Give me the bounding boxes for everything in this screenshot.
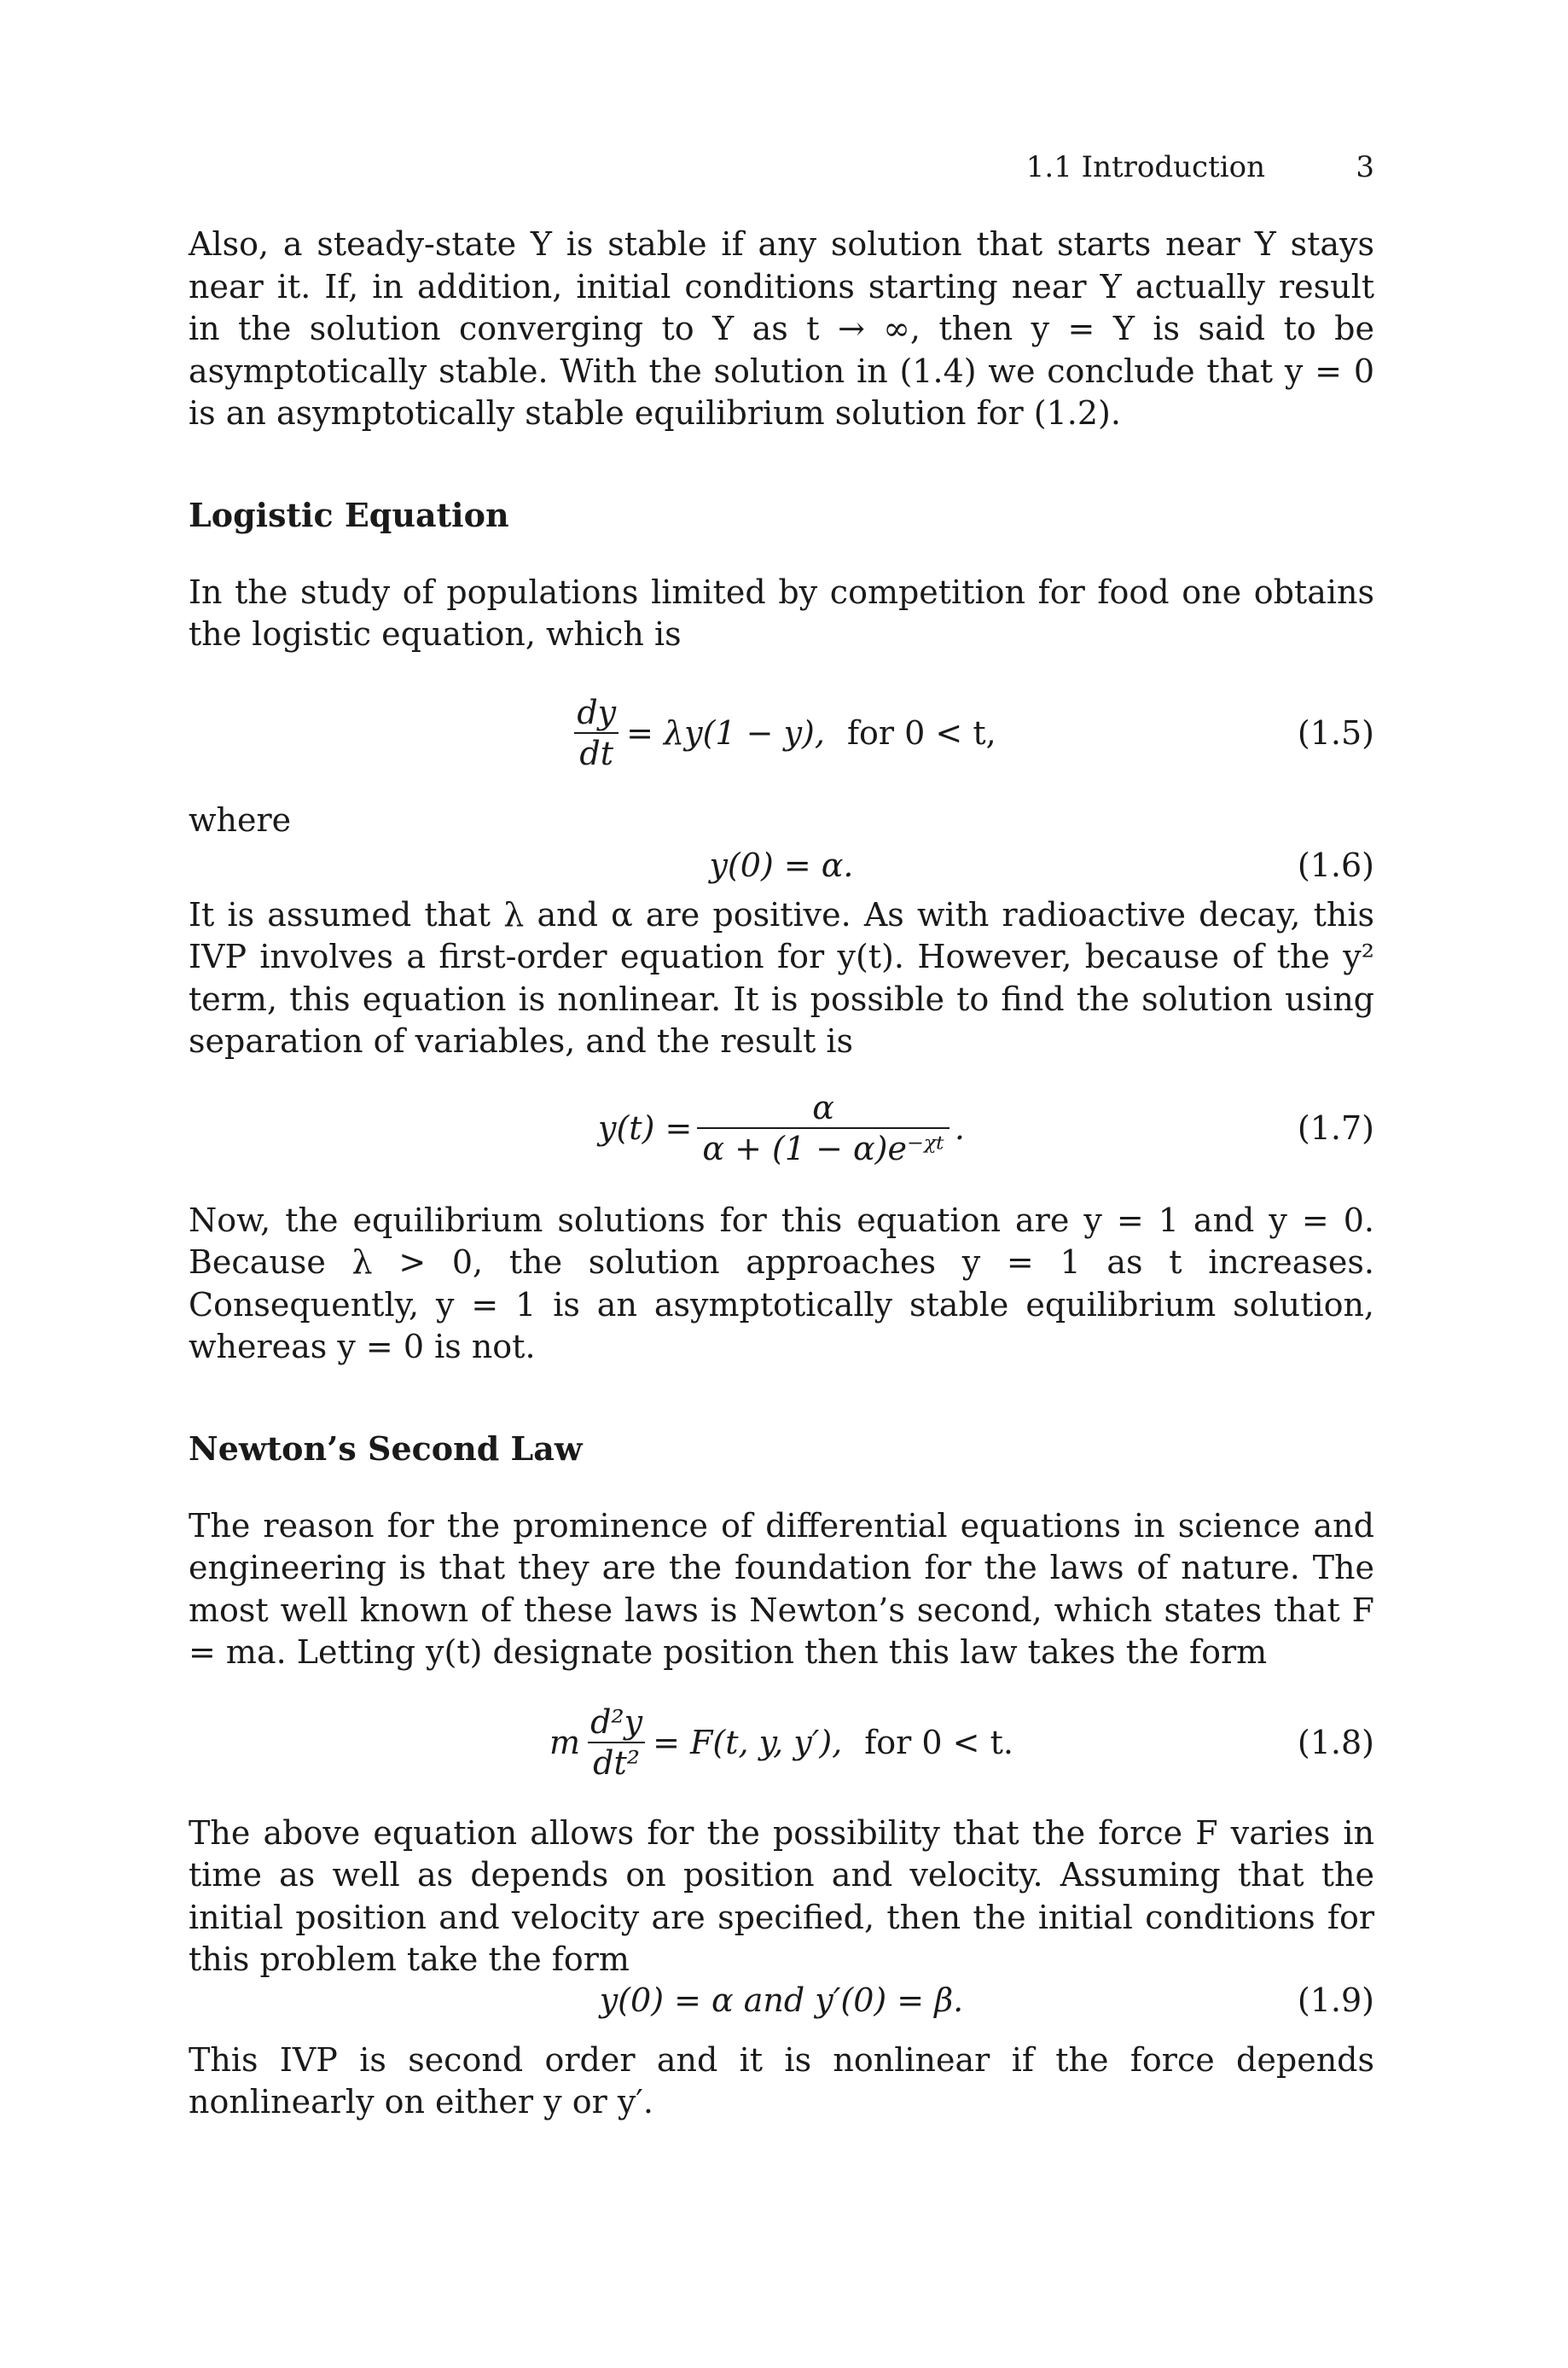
eq16-body: y(0) = α. <box>709 846 854 884</box>
newton-paragraph-3: This IVP is second order and it is nonlinear if the force depends nonlinearly on either y or y′. <box>189 2040 1374 2121</box>
newton-paragraph-2: The above equation allows for the possibility that the force F varies in time as well as depends on position and velocity. Assuming that the initial position and velocity are specified, then the initial conditions for this problem take the form <box>189 1813 1374 1978</box>
eq15-condition: for 0 < t, <box>846 713 996 752</box>
newton-paragraph-1: The reason for the prominence of differential equations in science and engineering is that they are the foundation for the laws of nature. The most well known of these laws is Newton’s second, which states that F = ma. Letting y(t) designate position then this law takes the form <box>189 1506 1374 1671</box>
eq18-lhs: m <box>549 1723 581 1761</box>
eq18-numerator: d²y <box>590 1702 643 1741</box>
eq19-body: y(0) = α and y′(0) = β. <box>599 1981 964 2019</box>
eq18-number: (1.8) <box>1297 1723 1374 1761</box>
eq15-number: (1.5) <box>1297 713 1374 752</box>
eq18-condition: for 0 < t. <box>864 1723 1013 1761</box>
eq18-denominator: dt² <box>588 1742 645 1781</box>
page-body <box>189 224 1374 2124</box>
logistic-paragraph-3: Now, the equilibrium solutions for this equation are y = 1 and y = 0. Because λ > 0, the solution approaches y = 1 as t increases. Consequently, y = 1 is an asymptotically stable equilibrium solution, whereas y = 0 is not. <box>189 1201 1374 1365</box>
page-number: 3 <box>1356 150 1374 184</box>
eq17-lhs: y(t) = <box>598 1108 693 1147</box>
logistic-paragraph-2: It is assumed that λ and α are positive. As with radioactive decay, this IVP involves a first-order equation for y(t). However, because of the y² term, this equation is nonlinear. It is possible to find the solution using separation of variables, and the result is <box>189 895 1374 1060</box>
eq19-number: (1.9) <box>1297 1981 1374 2019</box>
eq17-numerator: α <box>812 1088 834 1126</box>
logistic-paragraph-1: In the study of populations limited by competition for food one obtains the logistic equation, which is <box>189 573 1374 653</box>
equation-1-6 <box>189 841 1374 889</box>
equation-1-7 <box>189 1077 1374 1179</box>
section-heading-logistic: Logistic Equation <box>189 495 509 534</box>
eq18-fraction <box>585 1704 648 1781</box>
eq17-tail: . <box>954 1108 965 1147</box>
running-head-section: 1.1 Introduction <box>1025 150 1265 184</box>
equation-1-5 <box>189 682 1374 784</box>
eq15-rhs: = λy(1 − y), <box>626 713 825 752</box>
eq16-number: (1.6) <box>1297 846 1374 884</box>
equation-1-9 <box>189 1978 1374 2022</box>
eq17-denominator: α + (1 − α)e⁻ᵡᵗ <box>697 1127 950 1167</box>
eq18-rhs: = F(t, y, y′), <box>653 1723 843 1761</box>
eq15-denominator: dt <box>574 732 618 771</box>
intro-paragraph: Also, a steady-state Y is stable if any solution that starts near Y stays near it. If, in addition, initial conditions starting near Y actually result in the solution converging to Y as t → ∞, then y = Y is said to be asymptotically stable. With the solution in (1.4) we conclude that y = 0 is an asymptotically stable equilibrium solution for (1.2). <box>189 225 1374 432</box>
equation-1-8 <box>189 1691 1374 1794</box>
running-head <box>189 150 1374 188</box>
eq15-fraction <box>572 695 621 771</box>
eq17-number: (1.7) <box>1297 1108 1374 1147</box>
eq15-numerator: dy <box>577 693 617 731</box>
eq17-fraction <box>697 1090 950 1167</box>
where-label: where <box>189 800 292 839</box>
section-heading-newton: Newton’s Second Law <box>189 1428 583 1468</box>
